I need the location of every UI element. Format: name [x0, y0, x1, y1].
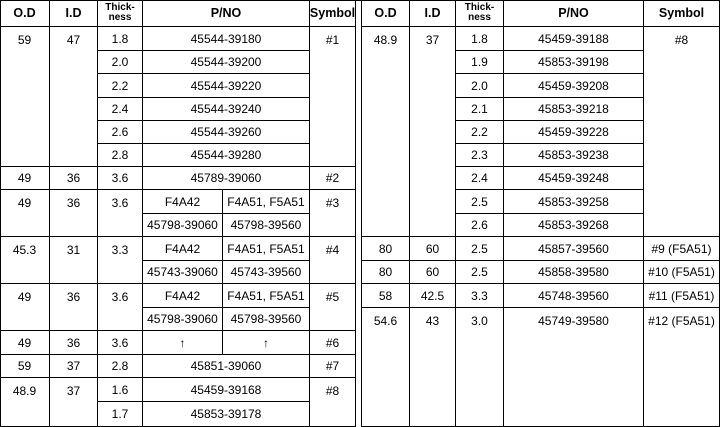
header-id: I.D: [50, 0, 98, 27]
r8-pno: 45853-39268: [504, 214, 644, 237]
g5-thickness: 3.6: [98, 284, 143, 331]
g3-od: 49: [0, 190, 50, 237]
g1-od: 59: [0, 27, 50, 167]
r10-id: 60: [410, 261, 456, 284]
r8-thickness: 2.0: [456, 74, 504, 98]
g6-od: 49: [0, 331, 50, 355]
header-pno-right: P/NO: [504, 0, 644, 27]
g3-pno-a: 45798-39060: [143, 214, 223, 237]
g1-pno: 45544-39280: [143, 144, 310, 167]
g5-variant-b: F4A51, F5A51: [223, 284, 310, 308]
g6-ditto-b-icon: ↑: [223, 331, 310, 355]
r11-pno: 45748-39560: [504, 284, 644, 308]
r9-od: 80: [362, 237, 410, 261]
g6-id: 36: [50, 331, 98, 355]
g3-symbol: #3: [310, 190, 356, 237]
half-divider: [361, 0, 362, 427]
r12-od: 54.6: [362, 308, 410, 427]
r12-thickness: 3.0: [456, 308, 504, 427]
r10-thickness: 2.5: [456, 261, 504, 284]
g7-pno: 45851-39060: [143, 355, 310, 378]
r9-thickness: 2.5: [456, 237, 504, 261]
r8-thickness: 2.6: [456, 214, 504, 237]
g1-pno: 45544-39180: [143, 27, 310, 51]
g1-thickness: 2.4: [98, 98, 143, 121]
r8-od: 48.9: [362, 27, 410, 237]
g2-pno: 45789-39060: [143, 167, 310, 190]
g1-pno: 45544-39200: [143, 51, 310, 74]
g6-ditto-a-icon: ↑: [143, 331, 223, 355]
header-symbol: Symbol: [310, 0, 356, 27]
g1-symbol: #1: [310, 27, 356, 167]
r12-pno: 45749-39580: [504, 308, 644, 427]
g5-od: 49: [0, 284, 50, 331]
g8-pno: 45459-39168: [143, 378, 310, 402]
r8-thickness: 2.5: [456, 190, 504, 214]
g8-od: 48.9: [0, 378, 50, 427]
r8-thickness: 2.1: [456, 98, 504, 121]
g7-thickness: 2.8: [98, 355, 143, 378]
g2-id: 36: [50, 167, 98, 190]
g1-pno: 45544-39220: [143, 74, 310, 98]
r8-pno: 45853-39258: [504, 190, 644, 214]
g5-symbol: #5: [310, 284, 356, 331]
g8-symbol: #8: [310, 378, 356, 427]
r11-od: 58: [362, 284, 410, 308]
g1-thickness: 2.0: [98, 51, 143, 74]
r8-pno: 45459-39228: [504, 121, 644, 144]
g7-od: 59: [0, 355, 50, 378]
g1-thickness: 2.8: [98, 144, 143, 167]
header-pno: P/NO: [143, 0, 310, 27]
r11-symbol: #11 (F5A51): [644, 284, 720, 308]
r8-pno: 45459-39208: [504, 74, 644, 98]
g5-pno-b: 45798-39560: [223, 308, 310, 331]
g4-pno-b: 45743-39560: [223, 261, 310, 284]
g8-thickness: 1.6: [98, 378, 143, 402]
g6-symbol: #6: [310, 331, 356, 355]
r8-pno: 45853-39218: [504, 98, 644, 121]
g3-thickness: 3.6: [98, 190, 143, 237]
r8-pno: 45853-39238: [504, 144, 644, 167]
r9-symbol: #9 (F5A51): [644, 237, 720, 261]
r12-symbol: #12 (F5A51): [644, 308, 720, 427]
g4-pno-a: 45743-39060: [143, 261, 223, 284]
header-thickness-right: Thick- ness: [456, 0, 504, 27]
r11-id: 42.5: [410, 284, 456, 308]
header-od-right: O.D: [362, 0, 410, 27]
g8-thickness: 1.7: [98, 402, 143, 427]
g2-thickness: 3.6: [98, 167, 143, 190]
g4-thickness: 3.3: [98, 237, 143, 284]
g1-thickness: 2.2: [98, 74, 143, 98]
g4-variant-a: F4A42: [143, 237, 223, 261]
r10-pno: 45858-39580: [504, 261, 644, 284]
g1-thickness: 2.6: [98, 121, 143, 144]
r12-id: 43: [410, 308, 456, 427]
g1-id: 47: [50, 27, 98, 167]
r8-pno: 45853-39198: [504, 51, 644, 74]
r8-pno: 45459-39188: [504, 27, 644, 51]
g4-od: 45.3: [0, 237, 50, 284]
g1-pno: 45544-39240: [143, 98, 310, 121]
g3-pno-b: 45798-39560: [223, 214, 310, 237]
r9-pno: 45857-39560: [504, 237, 644, 261]
g5-pno-a: 45798-39060: [143, 308, 223, 331]
g8-id: 37: [50, 378, 98, 427]
header-id-right: I.D: [410, 0, 456, 27]
r8-thickness: 1.9: [456, 51, 504, 74]
g2-symbol: #2: [310, 167, 356, 190]
r8-thickness: 1.8: [456, 27, 504, 51]
r10-od: 80: [362, 261, 410, 284]
g3-id: 36: [50, 190, 98, 237]
r8-thickness: 2.2: [456, 121, 504, 144]
r10-symbol: #10 (F5A51): [644, 261, 720, 284]
header-symbol-right: Symbol: [644, 0, 720, 27]
header-od: O.D: [0, 0, 50, 27]
r8-thickness: 2.4: [456, 167, 504, 190]
g8-pno: 45853-39178: [143, 402, 310, 427]
r8-id: 37: [410, 27, 456, 237]
g1-thickness: 1.8: [98, 27, 143, 51]
g4-symbol: #4: [310, 237, 356, 284]
g6-thickness: 3.6: [98, 331, 143, 355]
r9-id: 60: [410, 237, 456, 261]
r8-symbol: #8: [644, 27, 720, 237]
g2-od: 49: [0, 167, 50, 190]
g4-id: 31: [50, 237, 98, 284]
header-thickness: Thick- ness: [98, 0, 143, 27]
g7-symbol: #7: [310, 355, 356, 378]
r8-thickness: 2.3: [456, 144, 504, 167]
g5-variant-a: F4A42: [143, 284, 223, 308]
g5-id: 36: [50, 284, 98, 331]
g1-pno: 45544-39260: [143, 121, 310, 144]
g3-variant-a: F4A42: [143, 190, 223, 214]
r8-pno: 45459-39248: [504, 167, 644, 190]
g7-id: 37: [50, 355, 98, 378]
g3-variant-b: F4A51, F5A51: [223, 190, 310, 214]
r11-thickness: 3.3: [456, 284, 504, 308]
g4-variant-b: F4A51, F5A51: [223, 237, 310, 261]
